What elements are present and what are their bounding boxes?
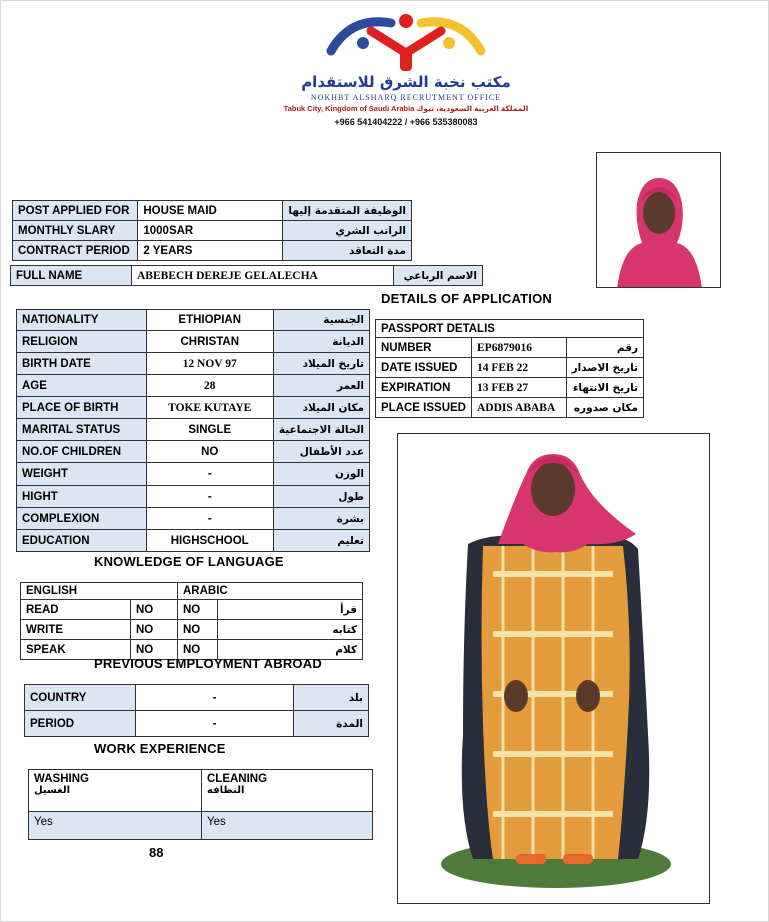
passport-label: PLACE ISSUED <box>376 398 472 418</box>
employment-label: PERIOD <box>25 711 136 737</box>
employment-label: COUNTRY <box>25 685 136 711</box>
salary-label: MONTHLY SLARY <box>13 221 138 241</box>
language-skill-arabic: كتابه <box>218 620 363 640</box>
language-skill-label: SPEAK <box>21 640 131 660</box>
passport-row <box>376 338 644 358</box>
details-row <box>17 419 370 441</box>
passport-label-arabic: تاريخ الانتهاء <box>566 378 643 398</box>
full-body-photo <box>397 433 710 904</box>
passport-row <box>376 378 644 398</box>
passport-value: ADDIS ABABA <box>472 398 567 418</box>
people-logo-icon <box>321 11 491 73</box>
employment-value: - <box>136 685 294 711</box>
details-label: WEIGHT <box>17 463 147 486</box>
full-body-image <box>398 434 710 904</box>
details-label-arabic: العمر <box>273 375 369 397</box>
details-label-arabic: الجنسية <box>273 310 369 331</box>
details-value: - <box>146 508 273 530</box>
experience-washing-label: WASHING <box>34 773 89 785</box>
full-name-table <box>10 265 483 286</box>
details-label-arabic: الحالة الاجتماعية <box>273 419 369 441</box>
office-name-english: NOKHBT ALSHARQ RECRUTMENT OFFICE <box>310 93 502 102</box>
details-table <box>16 309 370 552</box>
language-skill-label: WRITE <box>21 620 131 640</box>
language-table <box>20 582 363 660</box>
passport-value: 14 FEB 22 <box>472 358 567 378</box>
portrait-photo <box>596 152 721 288</box>
experience-cleaning-label: CLEANING <box>207 773 268 785</box>
details-row <box>17 508 370 530</box>
contract-value: 2 YEARS <box>138 241 283 261</box>
details-value: - <box>146 463 273 486</box>
passport-row <box>376 398 644 418</box>
details-label: COMPLEXION <box>17 508 147 530</box>
language-english-header: ENGLISH <box>21 583 178 600</box>
details-label: NO.OF CHILDREN <box>17 441 147 463</box>
details-label: EDUCATION <box>17 530 147 552</box>
details-row <box>17 331 370 353</box>
experience-cleaning-value: Yes <box>202 812 373 840</box>
details-label: AGE <box>17 375 147 397</box>
details-label: NATIONALITY <box>17 310 147 331</box>
passport-row <box>376 358 644 378</box>
passport-title: PASSPORT DETALIS <box>376 320 644 338</box>
post-value: HOUSE MAID <box>138 201 283 221</box>
details-value: 12 NOV 97 <box>146 353 273 375</box>
language-skill-label: READ <box>21 600 131 620</box>
passport-table <box>375 319 644 418</box>
passport-value: EP6879016 <box>472 338 567 358</box>
experience-washing-value: Yes <box>29 812 202 840</box>
page-number: 88 <box>149 845 164 860</box>
experience-cleaning-arabic: النظافه <box>207 785 245 796</box>
details-label-arabic: مكان الميلاد <box>273 397 369 419</box>
full-name-label: FULL NAME <box>11 266 132 286</box>
experience-cleaning-cell <box>202 770 373 812</box>
details-row <box>17 375 370 397</box>
details-value: 28 <box>146 375 273 397</box>
employment-label-arabic: بلد <box>294 685 369 711</box>
passport-value: 13 FEB 27 <box>472 378 567 398</box>
details-row <box>17 441 370 463</box>
passport-label-arabic: رقم <box>566 338 643 358</box>
experience-heading: WORK EXPERIENCE <box>94 741 226 756</box>
passport-label: NUMBER <box>376 338 472 358</box>
details-label: BIRTH DATE <box>17 353 147 375</box>
details-row <box>17 353 370 375</box>
details-label-arabic: بشرة <box>273 508 369 530</box>
employment-table <box>24 684 369 737</box>
employment-row <box>25 685 369 711</box>
details-row <box>17 463 370 486</box>
employment-label-arabic: المدة <box>294 711 369 737</box>
salary-value: 1000SAR <box>138 221 283 241</box>
details-heading: DETAILS OF APPLICATION <box>381 291 552 306</box>
experience-washing-cell <box>29 770 202 812</box>
passport-label-arabic: مكان صدوره <box>566 398 643 418</box>
passport-label: DATE ISSUED <box>376 358 472 378</box>
language-arabic-header: ARABIC <box>178 583 363 600</box>
language-english-value: NO <box>131 640 178 660</box>
language-skill-arabic: قرأ <box>218 600 363 620</box>
details-row <box>17 486 370 508</box>
contract-label-arabic: مدة التعاقد <box>283 241 412 261</box>
language-arabic-value: NO <box>178 620 218 640</box>
details-value: NO <box>146 441 273 463</box>
details-label-arabic: تعليم <box>273 530 369 552</box>
details-value: CHRISTAN <box>146 331 273 353</box>
details-value: ETHIOPIAN <box>146 310 273 331</box>
portrait-image <box>597 153 721 288</box>
language-row <box>21 600 363 620</box>
details-value: - <box>146 486 273 508</box>
language-row <box>21 620 363 640</box>
contract-label: CONTRACT PERIOD <box>13 241 138 261</box>
office-address: Tabuk City, Kingdom of Saudi Arabia المملكة العربية السعودية، تبوك <box>283 104 529 113</box>
language-arabic-value: NO <box>178 600 218 620</box>
office-phones: +966 541404222 / +966 535380083 <box>334 117 478 127</box>
details-value: TOKE KUTAYE <box>146 397 273 419</box>
details-value: HIGHSCHOOL <box>146 530 273 552</box>
details-label-arabic: تاريخ الميلاد <box>273 353 369 375</box>
passport-label-arabic: تاريخ الاصدار <box>566 358 643 378</box>
details-row <box>17 530 370 552</box>
details-label-arabic: طول <box>273 486 369 508</box>
details-label-arabic: الديانة <box>273 331 369 353</box>
office-name-arabic: مكتب نخبة الشرق للاستقدام <box>301 73 511 91</box>
language-skill-arabic: كلام <box>218 640 363 660</box>
language-english-value: NO <box>131 620 178 640</box>
full-name-label-arabic: الاسم الرباعي <box>394 266 483 286</box>
details-label: HIGHT <box>17 486 147 508</box>
details-label: MARITAL STATUS <box>17 419 147 441</box>
employment-value: - <box>136 711 294 737</box>
office-logo <box>241 11 571 126</box>
experience-washing-arabic: الغسيل <box>34 785 71 796</box>
language-heading: KNOWLEDGE OF LANGUAGE <box>94 554 284 569</box>
post-label-arabic: الوظيفة المتقدمة إليها <box>283 201 412 221</box>
details-row <box>17 310 370 331</box>
full-name-value: ABEBECH DEREJE GELALECHA <box>132 266 394 286</box>
passport-label: EXPIRATION <box>376 378 472 398</box>
language-arabic-value: NO <box>178 640 218 660</box>
salary-label-arabic: الراتب الشري <box>283 221 412 241</box>
employment-row <box>25 711 369 737</box>
details-value: SINGLE <box>146 419 273 441</box>
details-label: RELIGION <box>17 331 147 353</box>
experience-table <box>28 769 373 840</box>
details-label: PLACE OF BIRTH <box>17 397 147 419</box>
job-table <box>12 200 412 261</box>
details-row <box>17 397 370 419</box>
details-label-arabic: عدد الأطفال <box>273 441 369 463</box>
post-label: POST APPLIED FOR <box>13 201 138 221</box>
details-label-arabic: الوزن <box>273 463 369 486</box>
employment-heading: PREVIOUS EMPLOYMENT ABROAD <box>94 656 322 671</box>
language-english-value: NO <box>131 600 178 620</box>
